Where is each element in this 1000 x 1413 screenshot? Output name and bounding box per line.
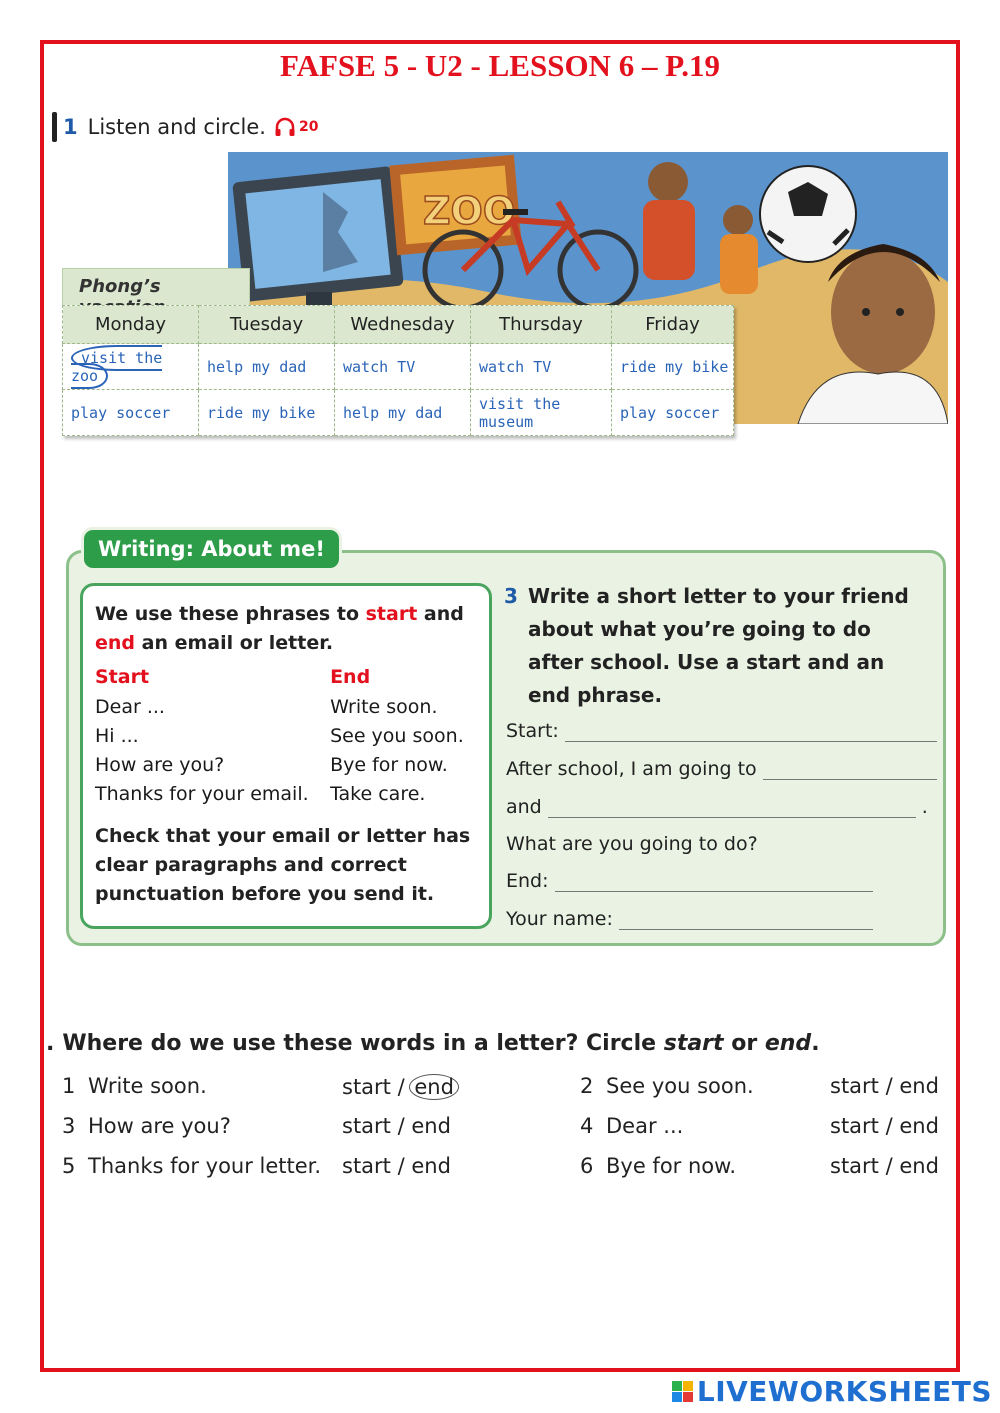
start-phrase: Dear ... (95, 696, 165, 718)
exercise-number: 3 (504, 584, 518, 608)
answer-options (830, 1154, 939, 1178)
start-phrase: Hi ... (95, 725, 139, 747)
brand-text: LIVEWORKSHEETS (696, 1375, 992, 1408)
answer-options (342, 1074, 459, 1100)
answer-options (342, 1154, 451, 1178)
option-start[interactable]: start (830, 1114, 879, 1138)
instruction-start-word: start (663, 1031, 724, 1056)
instruction-end-word: end (764, 1031, 812, 1056)
table-row (63, 390, 734, 436)
day-header: Thursday (471, 306, 612, 344)
after-school-field (506, 758, 937, 780)
option-end[interactable]: end (411, 1154, 451, 1178)
item-number: 6 (580, 1154, 594, 1178)
option-end[interactable]: end (899, 1154, 939, 1178)
question-item (580, 1074, 754, 1098)
intro-text: an email or letter. (135, 632, 334, 654)
activity-cell[interactable]: visit the museum (471, 390, 612, 436)
item-text: See you soon. (606, 1074, 754, 1098)
intro-text: We use these phrases to (95, 603, 366, 625)
option-separator: / (878, 1074, 900, 1098)
answer-options (342, 1114, 451, 1138)
liveworksheets-brand[interactable] (672, 1375, 992, 1408)
exercise-bullet: . (46, 1031, 55, 1056)
end-label: End: (506, 870, 549, 892)
start-input-line[interactable] (565, 720, 937, 742)
exercise-number: 1 (63, 115, 78, 139)
item-number: 1 (62, 1074, 76, 1098)
zoo-sign-icon (389, 155, 521, 256)
option-end[interactable]: end (899, 1074, 939, 1098)
phrases-box (80, 583, 492, 929)
activity-cell[interactable]: ride my bike (612, 344, 734, 390)
item-text: Bye for now. (606, 1154, 737, 1178)
phrase-columns (95, 666, 477, 812)
item-text: How are you? (88, 1114, 231, 1138)
and-label: and (506, 796, 542, 818)
end-phrase: Write soon. (330, 696, 438, 718)
option-start[interactable]: start (830, 1074, 879, 1098)
question-item (580, 1114, 683, 1138)
start-label: Start: (506, 720, 559, 742)
activity-cell[interactable] (63, 344, 199, 390)
end-phrase: Take care. (330, 783, 426, 805)
option-start[interactable]: start (342, 1114, 391, 1138)
end-column (330, 666, 477, 812)
instruction-text: . (811, 1031, 820, 1056)
and-input-line[interactable] (548, 796, 916, 818)
end-phrase: See you soon. (330, 725, 464, 747)
instruction-text: or (723, 1031, 765, 1056)
day-header: Monday (63, 306, 199, 344)
instruction-text: Where do we use these words in a letter? Circle (62, 1031, 664, 1056)
your-name-field (506, 908, 873, 930)
period-mark: . (921, 796, 928, 818)
option-separator: / (878, 1114, 900, 1138)
answer-options (830, 1074, 939, 1098)
option-start[interactable]: start (342, 1154, 391, 1178)
end-header: End (330, 666, 371, 688)
option-start[interactable]: start (342, 1075, 391, 1099)
item-text: Thanks for your letter. (88, 1154, 322, 1178)
answer-options (830, 1114, 939, 1138)
exercise-1-heading (52, 112, 318, 142)
day-header: Friday (612, 306, 734, 344)
end-phrase: Bye for now. (330, 754, 448, 776)
start-phrase: Thanks for your email. (95, 783, 309, 805)
item-number: 2 (580, 1074, 594, 1098)
activity-cell[interactable]: watch TV (471, 344, 612, 390)
after-school-label: After school, I am going to (506, 758, 757, 780)
end-field (506, 870, 873, 892)
intro-text: and (417, 603, 464, 625)
start-field (506, 720, 937, 742)
option-separator: / (390, 1075, 412, 1099)
option-end[interactable]: end (899, 1114, 939, 1138)
option-start[interactable]: start (830, 1154, 879, 1178)
writing-heading: Writing: About me! (84, 530, 339, 568)
audio-track[interactable] (274, 117, 318, 137)
your-name-label: Your name: (506, 908, 613, 930)
your-name-input-line[interactable] (619, 908, 873, 930)
vacation-table (62, 305, 734, 436)
item-text: Write soon. (88, 1074, 207, 1098)
option-separator: / (390, 1154, 412, 1178)
exercise-3-text: Write a short letter to your friend about what you’re going to do after school. Use a start and an end phrase. (528, 584, 909, 707)
option-end-circled[interactable]: end (409, 1074, 459, 1100)
activity-cell[interactable]: help my dad (199, 344, 335, 390)
start-phrase: How are you? (95, 754, 225, 776)
liveworksheets-logo-icon (672, 1381, 693, 1402)
item-number: 4 (580, 1114, 594, 1138)
after-school-input-line[interactable] (763, 758, 937, 780)
check-note: Check that your email or letter has clear paragraphs and correct punctuation before you send it. (95, 825, 471, 905)
page-title: FAFSE 5 - U2 - LESSON 6 – P.19 (279, 48, 721, 83)
activity-cell[interactable]: play soccer (612, 390, 734, 436)
svg-text:ZOO: ZOO (423, 189, 516, 233)
activity-cell[interactable]: play soccer (63, 390, 199, 436)
item-number: 5 (62, 1154, 76, 1178)
question-item (580, 1154, 736, 1178)
start-header: Start (95, 666, 150, 688)
headphones-icon (274, 117, 296, 137)
circled-activity: visit the zoo (71, 345, 162, 389)
end-input-line[interactable] (555, 870, 873, 892)
day-header: Tuesday (199, 306, 335, 344)
item-text: Dear ... (606, 1114, 684, 1138)
question-line (506, 833, 758, 855)
intro-end-word: end (95, 632, 136, 654)
table-row (63, 344, 734, 390)
phrases-intro (95, 600, 477, 658)
exercise-4-instruction (46, 1031, 820, 1056)
option-separator: / (390, 1114, 412, 1138)
day-header: Wednesday (335, 306, 471, 344)
vacation-table-title: Phong’s (62, 268, 250, 306)
question-label: What are you going to do? (506, 833, 758, 855)
activity-cell[interactable]: ride my bike (199, 390, 335, 436)
exercise-instruction: Listen and circle. (87, 115, 266, 139)
track-number: 20 (298, 119, 319, 135)
soccer-ball-icon (760, 166, 856, 262)
item-number: 3 (62, 1114, 76, 1138)
option-separator: / (878, 1154, 900, 1178)
and-field (506, 796, 928, 818)
question-item (62, 1114, 231, 1138)
exercise-3-instruction (504, 580, 924, 712)
activity-cell[interactable]: watch TV (335, 344, 471, 390)
intro-start-word: start (365, 603, 418, 625)
question-item (62, 1154, 321, 1178)
exercise-marker (52, 112, 57, 142)
question-item (62, 1074, 207, 1098)
option-end[interactable]: end (411, 1114, 451, 1138)
activity-cell[interactable]: help my dad (335, 390, 471, 436)
table-header-row (63, 306, 734, 344)
start-column (95, 666, 330, 812)
